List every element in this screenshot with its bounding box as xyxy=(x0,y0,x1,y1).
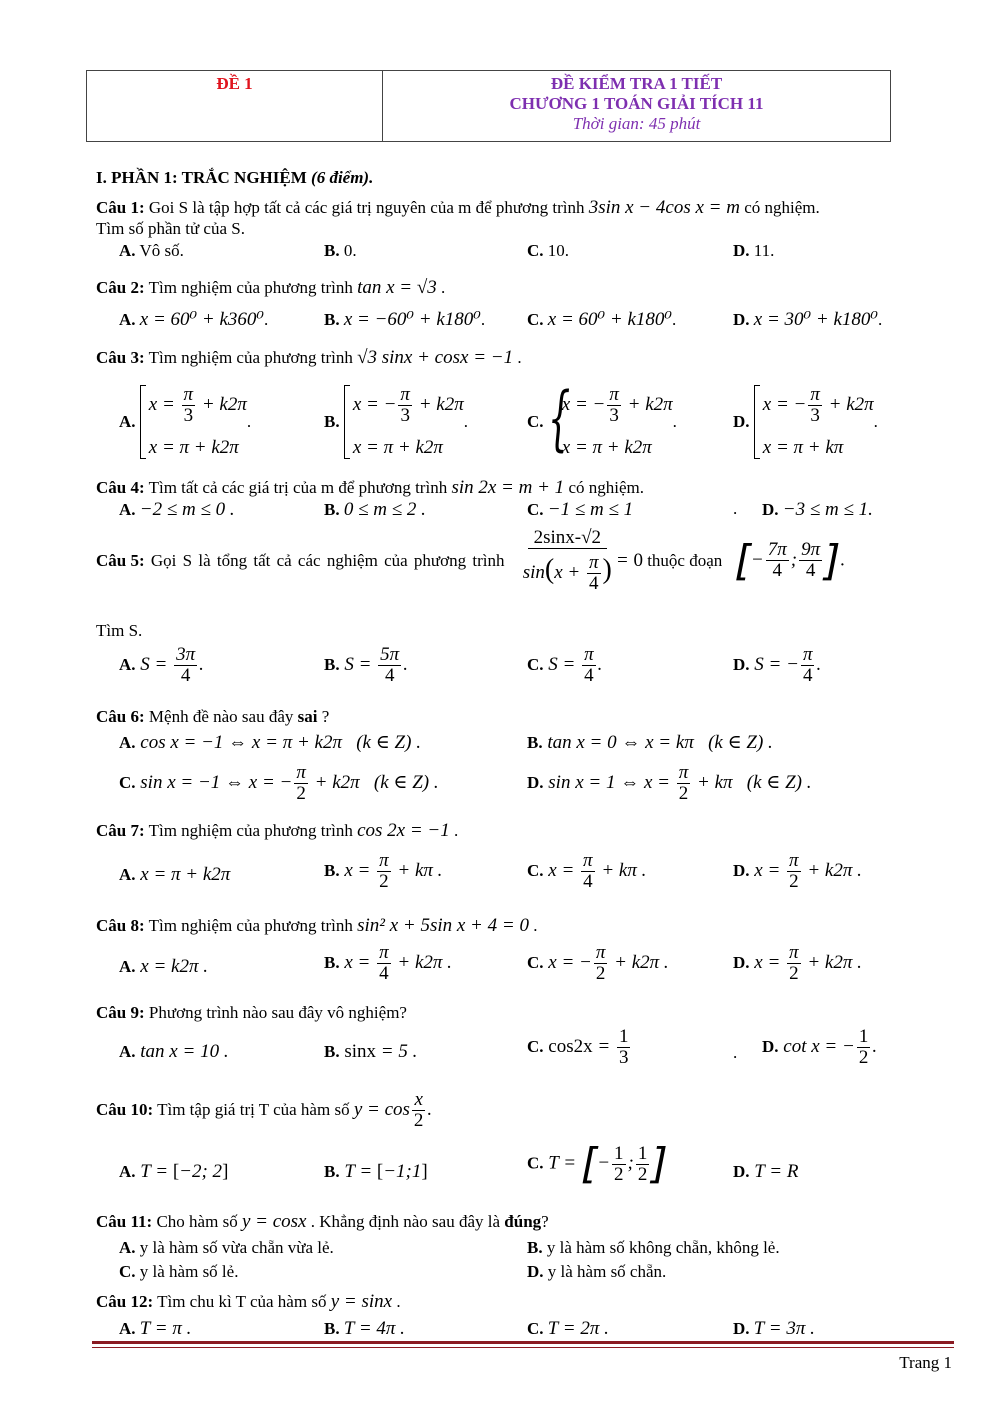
option-letter: D. xyxy=(733,952,750,972)
q6-tail: ? xyxy=(317,707,330,726)
option-letter: B. xyxy=(324,310,340,329)
question-1 xyxy=(96,197,820,219)
page-number: Trang 1 xyxy=(899,1353,952,1372)
option-letter: B. xyxy=(324,1319,340,1338)
option-letter: A. xyxy=(119,865,136,884)
q12-option-b[interactable] xyxy=(324,1318,405,1340)
q7-tail: . xyxy=(449,821,459,840)
option-letter: B. xyxy=(324,1042,340,1061)
q12-option-d[interactable] xyxy=(733,1318,815,1340)
option-letter: A. xyxy=(119,310,136,329)
q2-label: Câu 2: xyxy=(96,278,145,297)
option-letter: A. xyxy=(119,957,136,976)
exam-code-cell xyxy=(87,71,383,142)
q6-option-b[interactable]: B. tan x = 0 ⇔ x = kπ (k ∈ Z) . xyxy=(527,732,773,753)
option-text: y là hàm số chẵn. xyxy=(547,1262,667,1281)
option-letter: A. xyxy=(119,1319,136,1338)
option-letter: C. xyxy=(527,412,544,431)
option-text: −3 ≤ m ≤ 1. xyxy=(782,499,873,520)
option-letter: D. xyxy=(527,1262,544,1281)
q7-option-a[interactable]: A. x = π + k2π xyxy=(119,864,231,885)
q10-option-a[interactable]: A. T = [−2; 2] xyxy=(119,1161,229,1182)
q11-option-c[interactable] xyxy=(119,1262,238,1282)
option-letter: C. xyxy=(119,772,136,792)
solution-set: x = − $\frac{\pi}{3}$ + k2π x = π + kπ xyxy=(754,385,874,459)
q11-text: Cho hàm số xyxy=(152,1212,242,1231)
option-letter: B. xyxy=(324,412,340,431)
option-text: 10. xyxy=(547,241,570,260)
q5-option-b[interactable]: B. S = $\frac{5\pi}{4}$ . xyxy=(324,644,408,686)
q3-option-a[interactable]: A. x = $\frac{\pi}{3}$ + k2π x = π + k2π . xyxy=(119,384,252,458)
q8-option-d[interactable]: D. x = $\frac{\pi}{2}$ + k2π . xyxy=(733,942,862,984)
q1-option-d[interactable] xyxy=(733,241,774,261)
option-letter: A. xyxy=(119,1042,136,1061)
q5-fraction: 2sinx-√2 sin(x + $\frac{\pi}{4}$ ) xyxy=(522,527,612,594)
option-letter: A. xyxy=(119,412,136,431)
q6-option-a[interactable]: A. cos x = −1 ⇔ x = π + k2π (k ∈ Z) . xyxy=(119,732,421,753)
solution-set: x = $\frac{\pi}{3}$ + k2π x = π + k2π xyxy=(140,385,247,459)
option-letter: C. xyxy=(527,952,544,972)
solution-set: x = − $\frac{\pi}{3}$ + k2π x = π + k2π xyxy=(344,385,464,459)
question-9 xyxy=(96,1003,407,1023)
q7-option-c[interactable]: C. x = $\frac{\pi}{4}$ + kπ . xyxy=(527,850,647,892)
q9-dot-before-d: . xyxy=(733,1043,738,1062)
section-points: (6 điểm). xyxy=(311,168,374,187)
question-3 xyxy=(96,347,522,369)
option-text: 0. xyxy=(343,241,357,260)
option-letter: A. xyxy=(119,1238,136,1257)
q3-option-d[interactable]: D. x = − $\frac{\pi}{3}$ + k2π x = π + kπ . xyxy=(733,384,878,458)
q2-option-d[interactable]: D. x = 30⁰ + k180⁰. xyxy=(733,309,883,330)
option-letter: B. xyxy=(324,241,340,260)
option-letter: C. xyxy=(527,654,544,674)
q2-equation: tan x = √3 xyxy=(357,277,437,298)
option-text: 11. xyxy=(753,241,775,260)
q4-tail: có nghiệm. xyxy=(564,478,644,497)
option-letter: D. xyxy=(527,772,544,792)
q7-label: Câu 7: xyxy=(96,821,145,840)
q3-equation: √3 sinx + cosx = −1 xyxy=(357,347,514,368)
q12-text: Tìm chu kì T của hàm số xyxy=(153,1292,331,1311)
question-4 xyxy=(96,477,644,499)
q12-equation: y = sinx xyxy=(330,1291,393,1312)
question-2 xyxy=(96,277,445,299)
q11-mid: . Khẳng định nào sau đây là xyxy=(306,1212,505,1231)
q7-text: Tìm nghiệm của phương trình xyxy=(144,821,358,840)
q1-label: Câu 1: xyxy=(96,198,145,217)
option-letter: D. xyxy=(733,654,750,674)
q9-option-a[interactable]: A. tan x = 10 . xyxy=(119,1041,229,1062)
option-letter: D. xyxy=(733,1319,750,1338)
exam-title: ĐỀ KIỂM TRA 1 TIẾT xyxy=(550,74,723,93)
exam-header-table xyxy=(86,70,891,142)
q4-dot-before-d: . xyxy=(733,499,738,518)
option-text: y là hàm số vừa chẵn vừa lẻ. xyxy=(139,1238,334,1257)
option-letter: A. xyxy=(119,733,136,752)
q1-line2: Tìm số phần tử của S. xyxy=(96,219,245,238)
question-7 xyxy=(96,820,458,842)
question-11 xyxy=(96,1211,549,1233)
option-text: x = 60⁰ + k180⁰ xyxy=(547,309,673,330)
q10-option-b[interactable]: B. T = [−1;1] xyxy=(324,1161,428,1182)
option-letter: C. xyxy=(527,500,544,519)
option-letter: B. xyxy=(324,654,340,674)
option-letter: A. xyxy=(119,500,136,519)
q11-equation: y = cosx xyxy=(241,1211,307,1232)
q5-text: Gọi S là tổng tất cả các nghiệm của phương trình xyxy=(144,550,511,570)
q4-option-c[interactable] xyxy=(527,499,633,521)
footer-divider-thick xyxy=(92,1341,954,1344)
option-letter: D. xyxy=(733,412,750,431)
q6-option-d[interactable]: D. sin x = 1 ⇔ x = $\frac{\pi}{2}$ + kπ (k ∈ Z) . xyxy=(527,762,812,804)
q3-label: Câu 3: xyxy=(96,348,145,367)
q1-text: Goi S là tập hợp tất cả các giá trị nguyên của m để phương trình xyxy=(144,198,589,217)
option-letter: D. xyxy=(762,1036,779,1056)
q12-option-a[interactable] xyxy=(119,1318,191,1340)
q11-tail: ? xyxy=(541,1212,549,1231)
question-6 xyxy=(96,707,329,727)
q4-option-a[interactable] xyxy=(119,499,235,521)
q10-option-d[interactable]: D. T = R xyxy=(733,1161,799,1182)
q8-option-b[interactable]: B. x = $\frac{\pi}{4}$ + k2π . xyxy=(324,942,452,984)
q12-option-c[interactable] xyxy=(527,1318,609,1340)
option-text: −1 ≤ m ≤ 1 xyxy=(547,499,634,520)
q9-label: Câu 9: xyxy=(96,1003,145,1022)
option-letter: D. xyxy=(733,310,750,329)
q3-option-b[interactable]: B. x = − $\frac{\pi}{3}$ + k2π x = π + k2π . xyxy=(324,384,468,458)
option-text: Vô số. xyxy=(139,241,184,260)
question-5: Câu 5: Gọi S là tổng tất cả các nghiệm của phương trình 2sinx-√2 sin(x + $\frac{\pi}{4}$ ) = 0 thuộc đoạn [− $\frac{7\pi}{4}$ ; $\frac{9\pi}{4}$ ]. xyxy=(96,527,846,594)
option-text: 0 ≤ m ≤ 2 . xyxy=(343,499,426,520)
option-letter: A. xyxy=(119,654,136,674)
option-text: T = 4π . xyxy=(343,1318,405,1339)
q9-text: Phương trình nào sau đây vô nghiệm? xyxy=(144,1003,407,1022)
q2-option-c[interactable]: C. x = 60⁰ + k180⁰. xyxy=(527,309,677,330)
q5-option-c[interactable]: C. S = $\frac{\pi}{4}$ . xyxy=(527,644,603,686)
option-letter: D. xyxy=(733,1162,750,1181)
q11-option-b[interactable] xyxy=(527,1238,780,1258)
option-letter: B. xyxy=(324,1162,340,1181)
option-letter: C. xyxy=(527,1153,544,1173)
q8-text: Tìm nghiệm của phương trình xyxy=(144,916,358,935)
question-8 xyxy=(96,915,537,937)
q9-option-b[interactable]: B. sinx = 5 . xyxy=(324,1041,418,1062)
q11-option-d[interactable] xyxy=(527,1262,666,1282)
q12-tail: . xyxy=(392,1292,401,1311)
exam-code: ĐỀ 1 xyxy=(216,74,253,93)
option-letter: C. xyxy=(119,1262,136,1281)
q4-label: Câu 4: xyxy=(96,478,145,497)
footer-divider-thin xyxy=(92,1347,954,1348)
q3-tail: . xyxy=(513,348,522,367)
q3-text: Tìm nghiệm của phương trình xyxy=(144,348,358,367)
question-12 xyxy=(96,1291,401,1313)
q7-equation: cos 2x = −1 xyxy=(357,820,450,841)
option-text: −2 ≤ m ≤ 0 . xyxy=(139,499,235,520)
q4-option-d[interactable] xyxy=(762,499,873,521)
q1-tail: có nghiệm. xyxy=(739,198,820,217)
q10-option-c[interactable]: C. T = [− $\frac{1}{2}$ ; $\frac{1}{2}$ ] xyxy=(527,1139,668,1188)
option-text: x = 60⁰ + k360⁰ xyxy=(139,309,265,330)
q11-option-a[interactable] xyxy=(119,1238,334,1258)
option-text: y là hàm số không chẵn, không lẻ. xyxy=(546,1238,780,1257)
q8-option-a[interactable]: A. x = k2π . xyxy=(119,956,208,977)
q4-equation: sin 2x = m + 1 xyxy=(451,477,565,498)
q5-mid: thuộc đoạn xyxy=(642,550,727,570)
option-letter: B. xyxy=(527,1238,543,1257)
option-letter: C. xyxy=(527,860,544,880)
q4-text: Tìm tất cả các giá trị của m để phương trình xyxy=(144,478,452,497)
option-letter: D. xyxy=(733,241,750,260)
q8-equation: sin² x + 5sin x + 4 = 0 xyxy=(357,915,529,936)
exam-subject: CHƯƠNG 1 TOÁN GIẢI TÍCH 11 xyxy=(509,94,764,113)
option-text: x = 30⁰ + k180⁰ xyxy=(753,309,879,330)
q11-label: Câu 11: xyxy=(96,1212,153,1231)
q9-option-c[interactable]: C. cos2x = $\frac{1}{3}$ xyxy=(527,1026,629,1068)
exam-time: Thời gian: 45 phút xyxy=(572,114,701,133)
option-letter: C. xyxy=(527,241,544,260)
q11-bold: đúng xyxy=(504,1212,542,1231)
q10-label: Câu 10: xyxy=(96,1100,154,1120)
option-letter: B. xyxy=(527,733,543,752)
option-letter: C. xyxy=(527,1319,544,1338)
q6-text: Mệnh đề nào sau đây xyxy=(144,707,298,726)
question-10: Câu 10: Tìm tập giá trị T của hàm số y = cos $\frac{x}{2}$ . xyxy=(96,1089,433,1131)
option-letter: B. xyxy=(324,952,340,972)
q10-text: Tìm tập giá trị T của hàm số xyxy=(153,1100,354,1120)
q5-option-d[interactable]: D. S = − $\frac{\pi}{4}$ . xyxy=(733,644,822,686)
q8-option-c[interactable]: C. x = − $\frac{\pi}{2}$ + k2π . xyxy=(527,942,669,984)
option-letter: A. xyxy=(119,1162,136,1181)
q1-option-c[interactable] xyxy=(527,241,569,261)
q8-tail: . xyxy=(528,916,538,935)
solution-system: { x = − $\frac{\pi}{3}$ + k2π x = π + k2π xyxy=(547,377,673,459)
q3-option-c[interactable]: C. { x = − $\frac{\pi}{3}$ + k2π x = π + k2π . xyxy=(527,377,677,459)
q1-option-a[interactable] xyxy=(119,241,184,261)
q12-label: Câu 12: xyxy=(96,1292,154,1311)
option-text: T = 3π . xyxy=(753,1318,815,1339)
section-title-text: I. PHẦN 1: TRẮC NGHIỆM xyxy=(96,168,312,187)
q2-text: Tìm nghiệm của phương trình xyxy=(144,278,358,297)
section-title xyxy=(96,168,373,188)
q8-label: Câu 8: xyxy=(96,916,145,935)
q6-bold: sai xyxy=(297,707,318,726)
q4-option-b[interactable] xyxy=(324,499,426,521)
option-letter: A. xyxy=(119,241,136,260)
q1-equation: 3sin x − 4cos x = m xyxy=(588,197,740,218)
q7-option-d[interactable]: D. x = $\frac{\pi}{2}$ + k2π . xyxy=(733,850,862,892)
q5-line2: Tìm S. xyxy=(96,621,143,640)
q5-option-a[interactable]: A. S = $\frac{3\pi}{4}$ . xyxy=(119,644,204,686)
option-letter: C. xyxy=(527,1036,544,1056)
option-text: T = 2π . xyxy=(547,1318,609,1339)
option-letter: D. xyxy=(733,860,750,880)
exam-title-cell xyxy=(383,71,891,142)
q5-interval: [− $\frac{7\pi}{4}$ ; $\frac{9\pi}{4}$ ]. xyxy=(734,535,846,585)
q6-option-c[interactable]: C. sin x = −1 ⇔ x = − $\frac{\pi}{2}$ + k2π (k ∈ Z) . xyxy=(119,762,439,804)
q6-label: Câu 6: xyxy=(96,707,145,726)
option-text: x = −60⁰ + k180⁰ xyxy=(343,309,481,330)
option-letter: C. xyxy=(527,310,544,329)
q2-option-b[interactable]: B. x = −60⁰ + k180⁰. xyxy=(324,309,486,330)
q2-option-a[interactable]: A. x = 60⁰ + k360⁰. xyxy=(119,309,269,330)
q9-option-d[interactable]: D. cot x = − $\frac{1}{2}$ . xyxy=(762,1026,878,1068)
option-letter: B. xyxy=(324,500,340,519)
option-text: T = π . xyxy=(139,1318,192,1339)
option-text: y là hàm số lẻ. xyxy=(139,1262,239,1281)
q5-label: Câu 5: xyxy=(96,550,145,570)
q7-option-b[interactable]: B. x = $\frac{\pi}{2}$ + kπ . xyxy=(324,850,443,892)
option-letter: B. xyxy=(324,860,340,880)
q1-option-b[interactable] xyxy=(324,241,357,261)
option-letter: D. xyxy=(762,500,779,519)
q2-tail: . xyxy=(436,278,446,297)
